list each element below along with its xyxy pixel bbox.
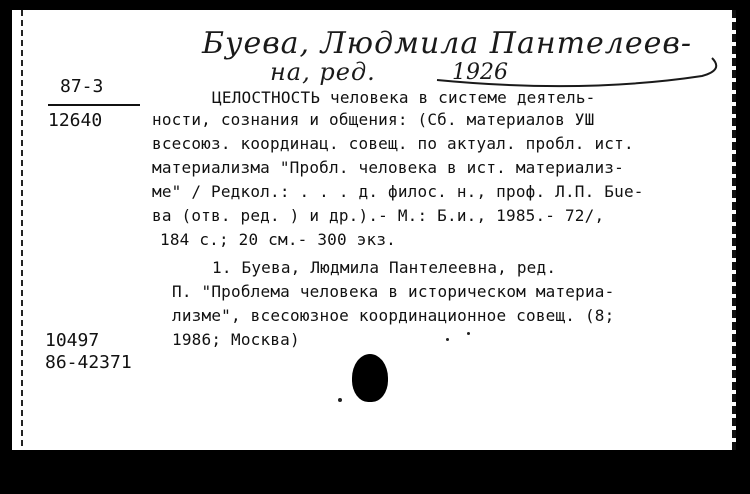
body-line-10: лизме", всесоюзное координационное совещ. (8;	[172, 306, 615, 325]
body-line-8: 1. Буева, Людмила Пантелеевна, ред.	[212, 258, 557, 277]
call-number-rule	[48, 104, 140, 106]
body-line-11: 1986; Москва)	[172, 330, 300, 349]
body-line-1: ЦЕЛОСТНОСТЬ человека в системе деятель-	[212, 88, 596, 107]
call-number-bottom: 12640	[48, 110, 103, 131]
body-line-6: ва (отв. ред. ) и др.).- М.: Б.и., 1985.- 72/,	[152, 206, 605, 225]
body-line-3: всесоюз. координац. совещ. по актуал. пробл. ист.	[152, 134, 634, 153]
body-line-9: П. "Проблема человека в историческом материа-	[172, 282, 615, 301]
handwritten-author-line2: на, ред.	[270, 58, 376, 86]
ink-speck	[446, 338, 449, 341]
body-line-7: 184 с.; 20 см.- 300 экз.	[160, 230, 396, 249]
handwritten-author-line1: Буева, Людмила Пантелеев-	[202, 26, 693, 61]
body-line-5: ме" / Редкол.: . . . д. филос. н., проф. Л.П. Бue-	[152, 182, 644, 201]
call-number-top: 87-3	[60, 76, 104, 97]
ink-speck	[338, 398, 342, 402]
body-line-2: ности, сознания и общения: (Сб. материалов УШ	[152, 110, 595, 129]
ink-blot	[352, 354, 388, 402]
body-line-4: материализма "Пробл. человека в ист. материализ-	[152, 158, 624, 177]
card-left-border	[21, 10, 23, 450]
accession-number-1: 10497	[45, 330, 100, 351]
ink-speck	[467, 332, 470, 335]
catalog-card	[12, 10, 736, 450]
card-right-border	[732, 10, 736, 450]
handwritten-year: 1926	[452, 60, 508, 85]
accession-number-2: 86-42371	[45, 352, 132, 373]
handwritten-arc-stroke	[432, 50, 732, 90]
